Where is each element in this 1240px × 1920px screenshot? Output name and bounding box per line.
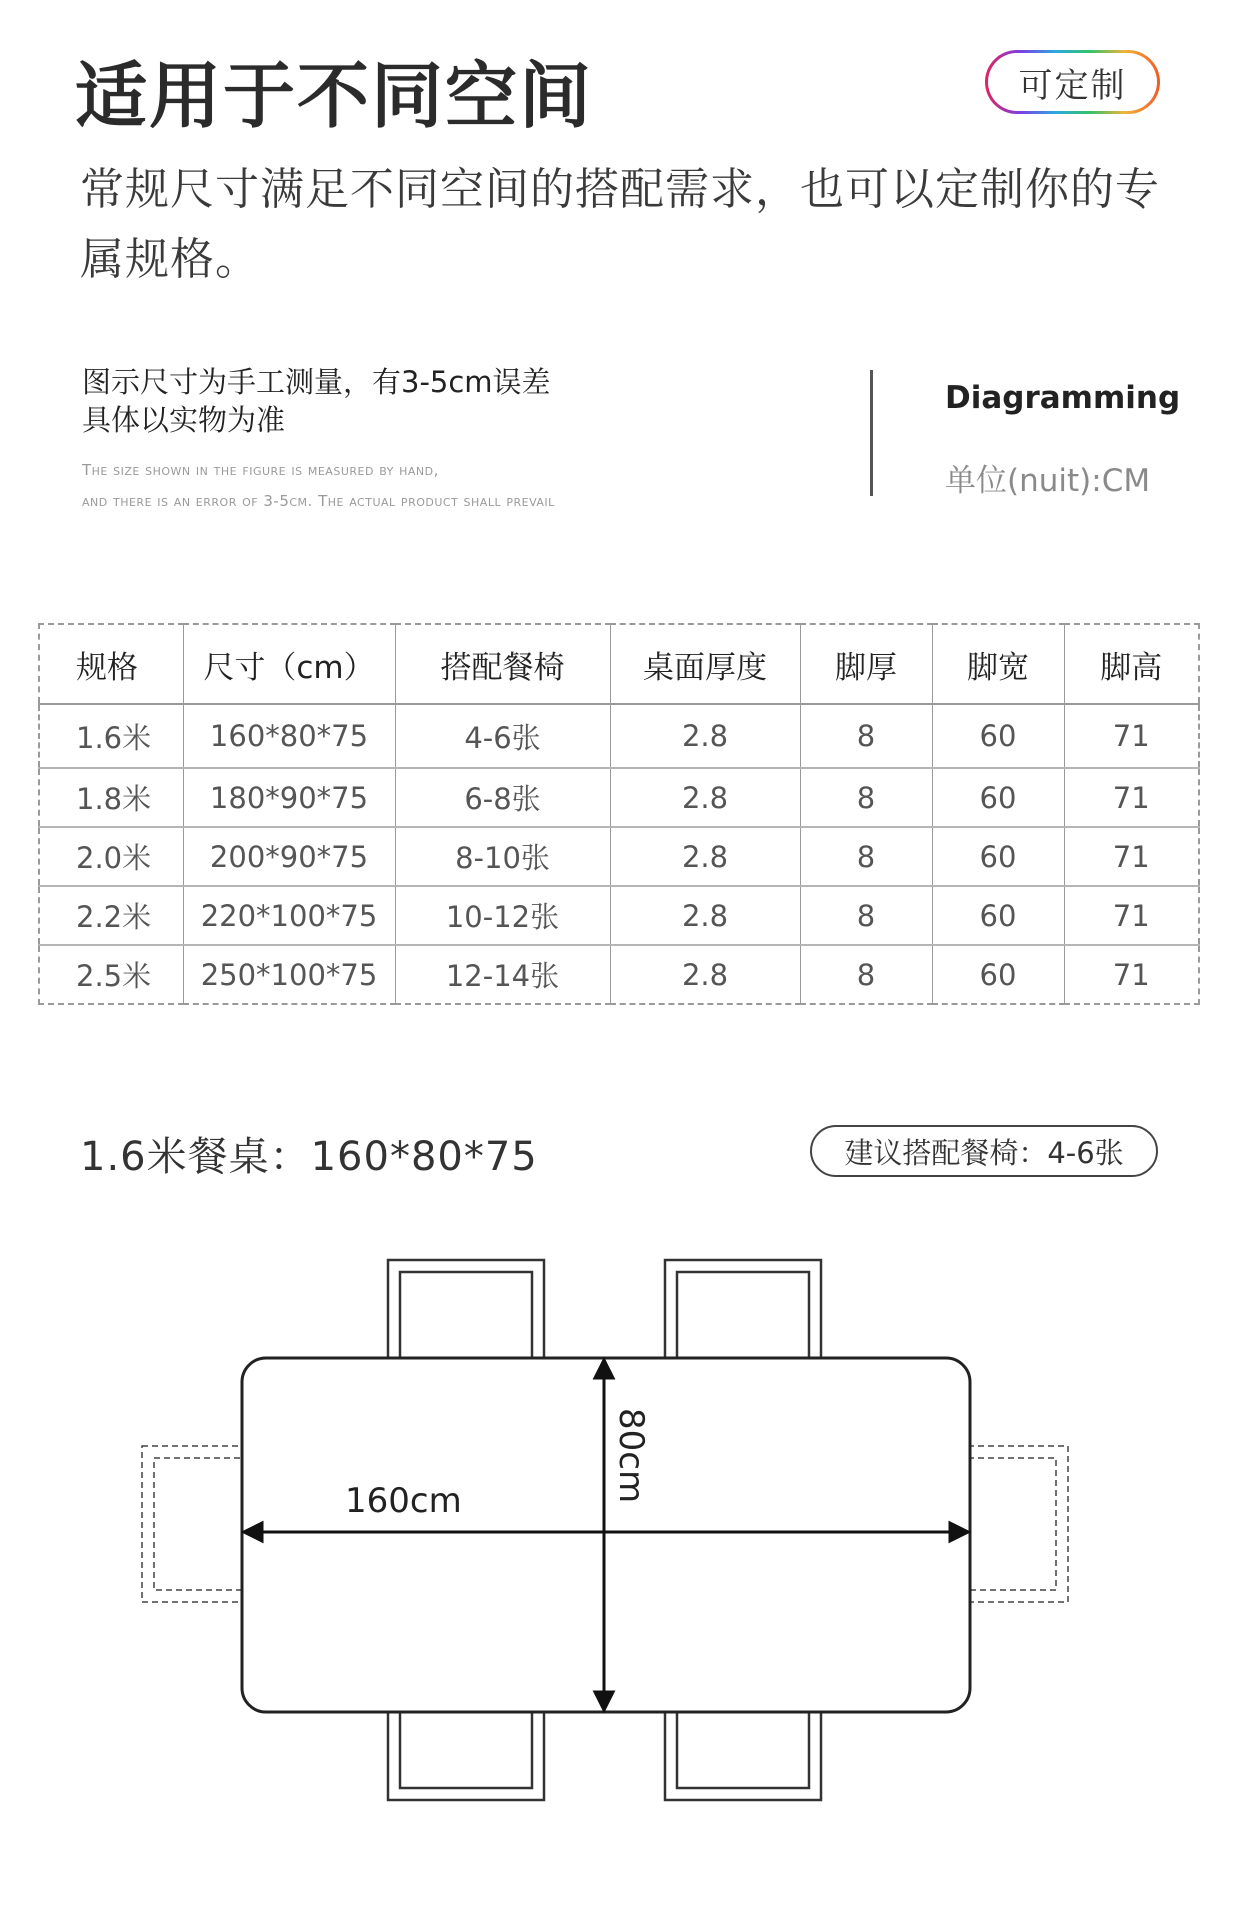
intro-text: 常规尺寸满足不同空间的搭配需求，也可以定制你的专属规格。 bbox=[80, 164, 1160, 285]
table-cell: 8 bbox=[800, 768, 932, 827]
customizable-badge bbox=[985, 50, 1160, 114]
table-cell: 2.8 bbox=[610, 704, 800, 768]
table-cell: 2.8 bbox=[610, 945, 800, 1004]
table-cell: 8 bbox=[800, 827, 932, 886]
table-row bbox=[39, 768, 1199, 827]
width-label: 80cm bbox=[611, 1408, 651, 1504]
table-cell: 60 bbox=[932, 945, 1064, 1004]
table-cell: 8 bbox=[800, 886, 932, 945]
table-header-cell: 规格 bbox=[39, 624, 183, 704]
table-header-cell: 桌面厚度 bbox=[610, 624, 800, 704]
chair-bottom-left bbox=[388, 1710, 544, 1800]
table-cell: 2.0米 bbox=[39, 827, 183, 886]
table-cell: 10-12张 bbox=[395, 886, 610, 945]
table-cell: 60 bbox=[932, 886, 1064, 945]
chair-top-right bbox=[665, 1260, 821, 1360]
table-cell: 4-6张 bbox=[395, 704, 610, 768]
table-cell: 2.5米 bbox=[76, 959, 152, 993]
table-cell: 60 bbox=[932, 827, 1064, 886]
table-cell: 250*100*75 bbox=[183, 945, 395, 1004]
table-cell: 60 bbox=[932, 704, 1064, 768]
chair-suggestion-badge: 建议搭配餐椅：4-6张 bbox=[810, 1125, 1158, 1177]
table-cell: 220*100*75 bbox=[183, 886, 395, 945]
chair-right-optional bbox=[968, 1446, 1068, 1602]
note-en-line-2: and there is an error of 3-5cm. The actual product shall prevail bbox=[82, 492, 555, 510]
table-cell: 180*90*75 bbox=[183, 768, 395, 827]
table-cell: 8 bbox=[800, 704, 932, 768]
table-cell: 8 bbox=[800, 945, 932, 1004]
table-header-cell: 脚宽 bbox=[932, 624, 1064, 704]
page-title: 适用于不同空间 bbox=[75, 54, 594, 138]
note-cn-line-2: 具体以实物为准 bbox=[82, 403, 286, 437]
chair-top-left bbox=[388, 1260, 544, 1360]
measurement-note-cn bbox=[82, 363, 551, 439]
table-row bbox=[39, 886, 1199, 945]
table-row bbox=[39, 704, 1199, 768]
table-cell: 71 bbox=[1064, 945, 1199, 1004]
customizable-badge-label: 可定制 bbox=[988, 53, 1157, 111]
chair-bottom-right bbox=[665, 1710, 821, 1800]
table-cell: 60 bbox=[932, 768, 1064, 827]
chair-left-optional bbox=[142, 1446, 242, 1602]
table-header-row bbox=[39, 624, 1199, 704]
table-cell: 2.8 bbox=[610, 768, 800, 827]
measurement-note-en bbox=[82, 455, 555, 517]
spec-table bbox=[38, 623, 1200, 1005]
table-header-cell: 尺寸（cm） bbox=[183, 624, 395, 704]
note-cn-line-1: 图示尺寸为手工测量，有3-5cm误差 bbox=[82, 365, 551, 399]
table-cell: 1.6米 bbox=[39, 704, 183, 768]
table-row bbox=[39, 827, 1199, 886]
table-cell: 160*80*75 bbox=[183, 704, 395, 768]
table-cell: 2.2米 bbox=[39, 886, 183, 945]
table-cell: 71 bbox=[1064, 768, 1199, 827]
table-row bbox=[39, 945, 1199, 1004]
table-cell: 71 bbox=[1064, 886, 1199, 945]
note-en-line-1: The size shown in the figure is measured by hand, bbox=[82, 461, 439, 479]
table-header-cell: 脚高 bbox=[1064, 624, 1199, 704]
table-layout-diagram bbox=[0, 1240, 1240, 1820]
model-title: 1.6米餐桌：160*80*75 bbox=[80, 1134, 538, 1180]
table-cell: 71 bbox=[1064, 704, 1199, 768]
table-cell: 2.8 bbox=[610, 827, 800, 886]
divider-line bbox=[870, 370, 873, 496]
table-cell: 2.8 bbox=[610, 886, 800, 945]
unit-label: 单位(nuit):CM bbox=[945, 463, 1151, 499]
table-cell: 200*90*75 bbox=[183, 827, 395, 886]
table-cell: 12-14张 bbox=[395, 945, 610, 1004]
table-cell: 1.8米 bbox=[39, 768, 183, 827]
table-header-cell: 脚厚 bbox=[800, 624, 932, 704]
diagramming-label: Diagramming bbox=[945, 380, 1181, 416]
table-diagram-svg bbox=[0, 1240, 1240, 1820]
table-header-cell: 搭配餐椅 bbox=[395, 624, 610, 704]
table-top bbox=[242, 1358, 970, 1712]
table-cell: 6-8张 bbox=[395, 768, 610, 827]
length-label: 160cm bbox=[345, 1481, 462, 1521]
table-cell: 8-10张 bbox=[395, 827, 610, 886]
table-cell: 71 bbox=[1064, 827, 1199, 886]
